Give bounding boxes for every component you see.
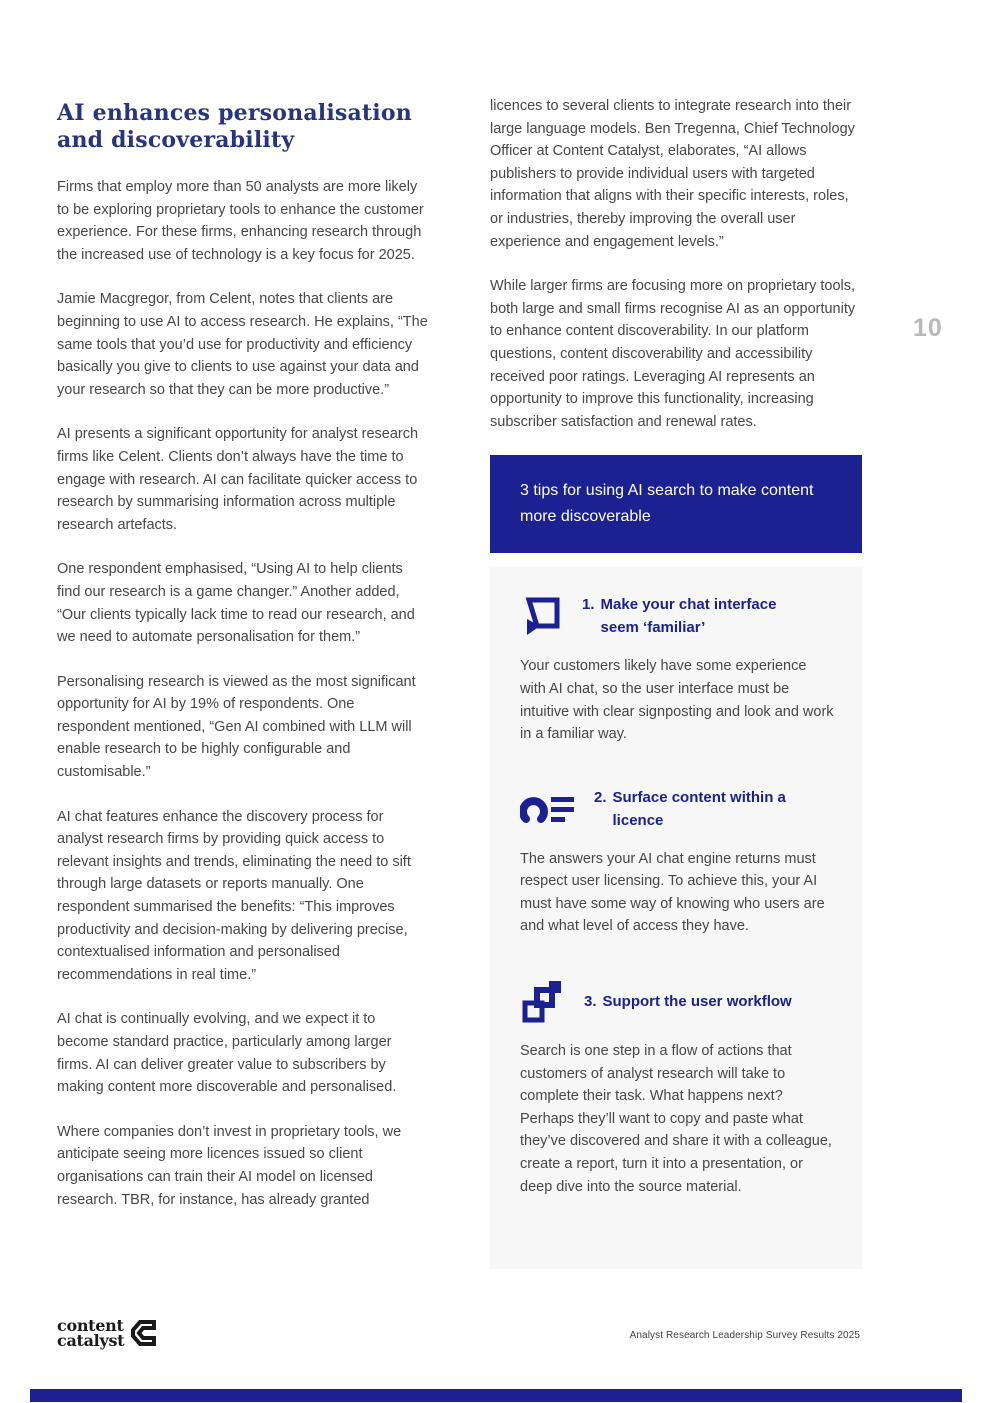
content-catalyst-logo bbox=[57, 1318, 158, 1348]
page-title bbox=[57, 100, 429, 154]
footer-report-title: Analyst Research Leadership Survey Results 2025 bbox=[629, 1330, 860, 1341]
page-number: 10 bbox=[913, 314, 943, 342]
tip-1-title bbox=[582, 593, 781, 639]
logo-line2: catalyst bbox=[57, 1331, 125, 1350]
tip-1-body: Your customers likely have some experience with AI chat, so the user interface must be intuitive with clear signposting and look and work in a familiar way. bbox=[520, 658, 834, 743]
page-title-line2: and discoverability bbox=[57, 127, 295, 153]
tip-number: 3. bbox=[584, 992, 597, 1010]
tip-title-text: Make your chat interface seem ‘familiar’ bbox=[600, 596, 777, 637]
tip-3-header bbox=[520, 978, 834, 1024]
stacked-squares-icon bbox=[520, 978, 564, 1024]
callout-panel bbox=[490, 567, 862, 1269]
body-paragraph: Jamie Macgregor, from Celent, notes that clients are beginning to use AI to access research. He explains, “The same tools that you’d use for productivity and efficiency basically you give to clients to use against your data and your research so that they can be more productive.” bbox=[57, 291, 428, 398]
tip-2-header bbox=[520, 786, 834, 832]
callout-title-box bbox=[490, 455, 862, 553]
body-paragraph: licences to several clients to integrate research into their large language models. Ben Tregenna, Chief Technology Officer at Content Catalyst, elaborates, “AI allows publishers to provide individual users with targeted information that aligns with their specific interests, roles, or industries, thereby improving the overall user experience and engagement levels.” bbox=[490, 98, 855, 250]
left-column bbox=[57, 100, 429, 1233]
tip-2-body: The answers your AI chat engine returns must respect user licensing. To achieve this, your AI must have some way of knowing who users are and what level of access they have. bbox=[520, 850, 825, 935]
tip-3-title bbox=[584, 990, 792, 1013]
body-paragraph: AI chat features enhance the discovery process for analyst research firms by providing quick access to relevant insights and trends, eliminating the need to sift through large datasets or reports manually. One respondent summarised the benefits: “This improves productivity and decision-making by delivering precise, contextualised information and personalised recommendations in real time.” bbox=[57, 808, 411, 983]
chat-bubble-icon bbox=[520, 595, 562, 637]
tip-number: 1. bbox=[582, 596, 595, 614]
tip-title-text: Support the user workflow bbox=[602, 992, 792, 1010]
tip-1-header bbox=[520, 593, 834, 639]
body-paragraph: Personalising research is viewed as the most significant opportunity for AI by 19% of respondents. One respondent mentioned, “Gen AI combined with LLM will enable research to be highly configurable and customisable.” bbox=[57, 673, 416, 781]
bottom-accent-bar bbox=[30, 1389, 962, 1402]
body-paragraph: Where companies don’t invest in proprietary tools, we anticipate seeing more licences issued so client organisations can train their AI model on licensed research. TBR, for instance, has already granted bbox=[57, 1123, 402, 1208]
tip-number: 2. bbox=[594, 788, 607, 806]
tip-item-2 bbox=[520, 786, 834, 938]
tip-item-1 bbox=[520, 593, 834, 745]
body-paragraph: One respondent emphasised, “Using AI to help clients find our research is a game changer.” Another added, “Our clients typically lack time to read our research, and we need to automate personalisation for them.” bbox=[57, 561, 415, 646]
tip-3-body: Search is one step in a flow of actions that customers of analyst research will take to complete their task. What happens next? Perhaps they’ll want to copy and paste what they’ve discovered and share it with a colleague, create a report, turn it into a presentation, or deep dive into the source material. bbox=[520, 1043, 832, 1195]
body-paragraph: AI presents a significant opportunity for analyst research firms like Celent. Clients don’t always have the time to engage with research. AI can facilitate quicker access to research by summarising information across multiple research artefacts. bbox=[57, 426, 419, 533]
logo-c-arrow-icon bbox=[130, 1318, 158, 1348]
logo-line1: content bbox=[57, 1316, 124, 1335]
logo-wordmark bbox=[57, 1318, 124, 1348]
right-column bbox=[490, 95, 862, 1269]
body-paragraph: While larger firms are focusing more on proprietary tools, both large and small firms recognise AI as an opportunity to enhance content discoverability. In our platform questions, content discoverability and accessibility received poor ratings. Leveraging AI represents an opportunity to improve this functionality, increasing subscriber satisfaction and renewal rates. bbox=[490, 278, 856, 430]
tip-title-text: Surface content within a licence bbox=[612, 788, 786, 829]
user-licence-list-icon bbox=[520, 792, 574, 826]
page-title-line1: AI enhances personalisation bbox=[57, 100, 412, 126]
tip-2-title bbox=[594, 786, 834, 832]
body-paragraph: Firms that employ more than 50 analysts are more likely to be exploring proprietary tools to enhance the customer experience. For these firms, enhancing research through the increased use of technology is a key focus for 2025. bbox=[57, 179, 424, 263]
tip-item-3 bbox=[520, 978, 834, 1198]
body-paragraph: AI chat is continually evolving, and we expect it to become standard practice, particularly among larger firms. AI can deliver greater value to subscribers by making content more discoverable and personalised. bbox=[57, 1011, 397, 1096]
callout-title: 3 tips for using AI search to make content more discoverable bbox=[520, 482, 814, 526]
